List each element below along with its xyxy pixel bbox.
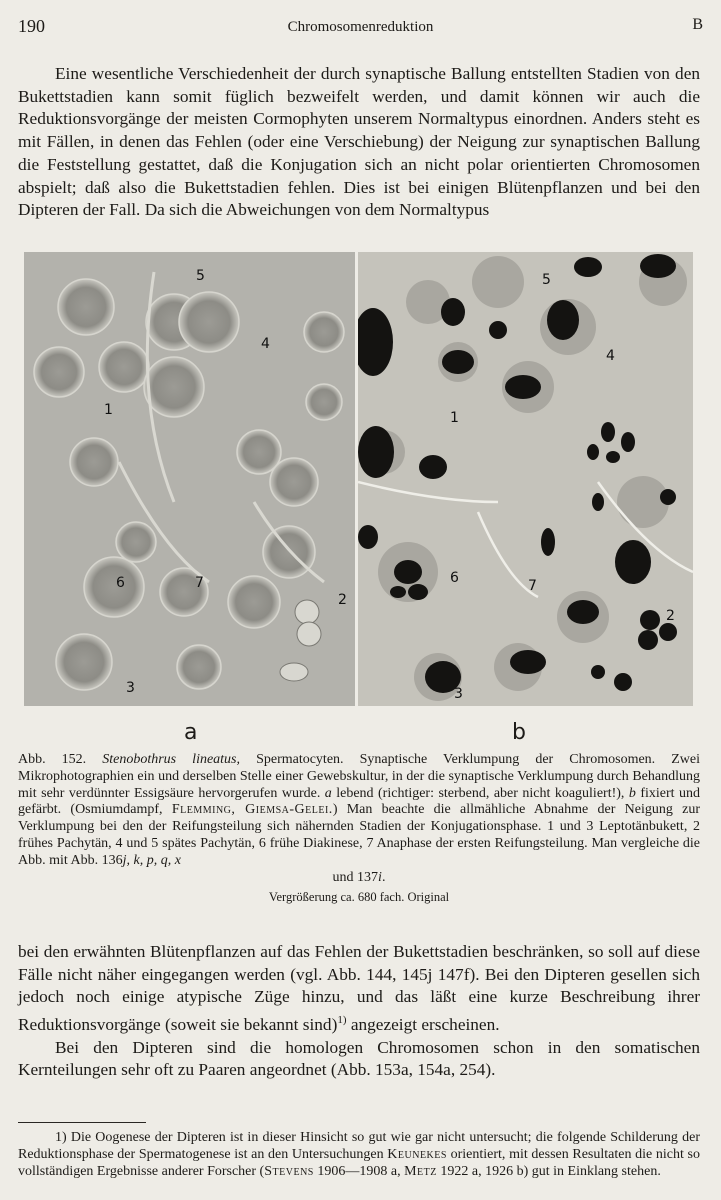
paragraph-segment: angezeigt erscheinen.	[346, 1014, 500, 1034]
caption-segment: und 137	[332, 869, 379, 885]
caption-italic-i: i	[378, 869, 382, 885]
caption-italic-a: a	[324, 785, 332, 801]
figure-152	[24, 252, 693, 706]
footnote-segment: orientiert, mit dessen Resultaten die nicht so vollständigen Ergebnisse anderer Forscher (	[18, 1146, 700, 1179]
caption-magnification: Vergrößerung ca. 680 fach. Original	[268, 890, 450, 905]
figure-label-b: b	[512, 720, 526, 745]
panel-b-number: 6	[450, 570, 459, 586]
caption-text	[18, 752, 700, 870]
footnote	[18, 1130, 700, 1180]
footnote-rule	[18, 1122, 146, 1123]
body-paragraph-2	[18, 941, 700, 1082]
panel-a-number: 2	[338, 592, 347, 608]
micrograph-panel-a	[24, 252, 355, 706]
running-title: Chromosomenreduktion	[287, 19, 434, 35]
paragraph-text	[18, 941, 700, 1037]
panel-a-number: 5	[196, 268, 205, 284]
page-number: 190	[18, 16, 45, 36]
caption-italic-refs: j, k, p, q, x	[122, 852, 181, 868]
panel-b-number: 1	[450, 410, 459, 426]
footnote-text	[18, 1130, 700, 1180]
figure-caption	[18, 752, 700, 906]
caption-label: Abb. 152.	[18, 752, 87, 767]
caption-segment: Spermatocyten. Synaptische Verklumpung der Chromosomen. Zwei Mikrophotographien ein und derselben Stelle einer Gewebskultur, in der die synaptische Verklumpung durch Behandlung mit sehr verdünnter Essigsäure hervorgerufen wurde.	[18, 752, 700, 801]
footnote-author: Keunekes	[387, 1146, 447, 1162]
caption-species: Stenobothrus lineatus,	[102, 752, 241, 767]
footnote-segment: 1) Die Oogenese der Dipteren ist in dieser Hinsicht so gut wie gar nicht untersucht; die folgende Schilderung der Reduktionsphase der Spermatogenese ist an den Untersuchungen	[18, 1130, 700, 1162]
caption-author-names: Flemming, Giemsa-Gelei.	[171, 802, 333, 818]
micrograph-b-image	[358, 252, 693, 706]
panel-b-number: 2	[666, 608, 675, 624]
micrograph-a-image	[24, 252, 355, 706]
panel-a-number: 4	[261, 336, 270, 352]
footnote-segment: 1922 a, 1926 b) gut in Einklang stehen.	[436, 1163, 661, 1179]
panel-b-number: 4	[606, 348, 615, 364]
caption-segment: lebend (richtiger: sterbend, aber nicht koaguliert!),	[331, 785, 629, 801]
panel-a-number: 6	[116, 575, 125, 591]
caption-segment: ) Man beachte die allmähliche Abnahme der Neigung zur Verklumpung bei den der Reifungsteilung sich nähernden Stadien der Konjugationsphase. 1 und 3 Leptotänbukett, 2 frühes Pachytän, 4 und 5 spätes Pachytän, 6 frühe Diakinese, 7 Anaphase der ersten Reifungsteilung. Man vergleiche die Abb. mit Abb. 136	[18, 802, 701, 868]
panel-b-number: 7	[528, 578, 537, 594]
footnote-author: Stevens	[264, 1163, 314, 1179]
panel-b-number: 5	[542, 272, 551, 288]
caption-last-line	[18, 870, 700, 887]
caption-segment: .	[381, 869, 386, 885]
caption-italic-b: b	[628, 785, 636, 801]
corner-mark: B	[692, 16, 703, 33]
paragraph-text: Bei den Dipteren sind die homologen Chromosomen schon in den somatischen Kernteilungen sehr oft zu Paaren angeordnet (Abb. 153a, 154a, 254).	[18, 1037, 700, 1080]
panel-a-number: 1	[104, 402, 113, 418]
figure-label-a: a	[184, 720, 198, 745]
caption-segment: fixiert und gefärbt. (Osmiumdampf,	[18, 785, 700, 818]
paragraph-text: Eine wesentliche Verschiedenheit der durch synaptische Ballung entstellten Stadien von den Bukettstadien kann somit füglich bezweifelt werden, und damit können wir auch die Reduktionsvorgänge der meisten Cormophyten unserem Normaltypus einordnen. Anders steht es mit Fällen, in denen das Fehlen (oder eine Verschiebung) der Neigung zur synaptischen Ballung die Feststellung gestattet, daß die Konjugation sich an nicht polar orientierten Chromosomen abspielt; daß also die Bukettstadien fehlen. Dies ist bei einigen Blütenpflanzen und bei den Dipteren der Fall. Da sich die Abweichungen von dem Normaltypus	[18, 64, 700, 220]
footnote-segment: 1906—1908 a,	[313, 1163, 405, 1179]
panel-a-number: 3	[126, 680, 135, 696]
micrograph-panel-b	[358, 252, 693, 706]
paragraph-segment: bei den erwähnten Blütenpflanzen auf das Fehlen der Bukettstadien beschränken, so soll auf diese Fälle nicht näher eingegangen werden (vgl. Abb. 144, 145j 147f). Bei den Dipteren gesellen sich jedoch noch einige atypische Züge hinzu, und das läßt eine kurze Beschreibung ihrer Reduktionsvorgänge (soweit sie bekannt sind)	[18, 942, 700, 1034]
footnote-author: Metz	[404, 1163, 437, 1179]
panel-b-number: 3	[454, 686, 463, 702]
footnote-reference: 1)	[337, 1014, 347, 1027]
body-paragraph-1	[18, 63, 700, 222]
page-header	[18, 16, 703, 40]
panel-a-number: 7	[195, 575, 204, 591]
